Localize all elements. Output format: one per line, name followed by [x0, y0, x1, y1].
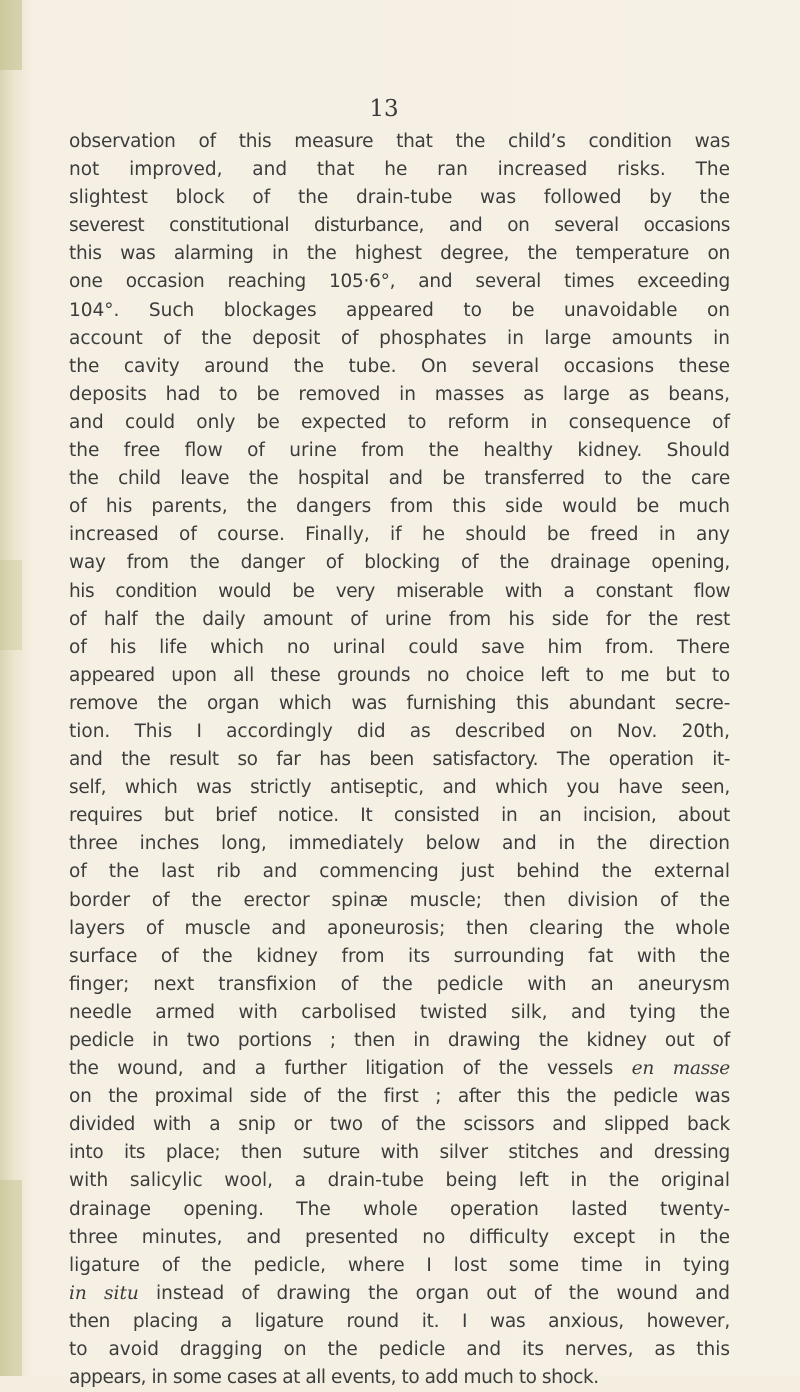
text-line: the child leave the hospital and be transferred to the care	[69, 468, 730, 490]
text-line: this was alarming in the highest degree, the temperature on	[69, 243, 730, 265]
text-line: one occasion reaching 105·6°, and several times exceeding	[69, 271, 730, 293]
text-line: into its place; then suture with silver stitches and dressing	[69, 1142, 730, 1164]
text-line: to avoid dragging on the pedicle and its nerves, as this	[69, 1339, 730, 1361]
text-line	[69, 1280, 730, 1308]
text-line: of his life which no urinal could save him from. There	[69, 636, 730, 658]
text-line: severest constitutional disturbance, and on several occasions	[69, 215, 730, 237]
text-line: with salicylic wool, a drain-tube being left in the original	[69, 1170, 730, 1192]
text-line: then placing a ligature round it. I was anxious, however,	[69, 1310, 730, 1332]
body-text	[69, 128, 730, 1392]
text-line: of his parents, the dangers from this side would be much	[69, 496, 730, 518]
text-segment: the wound, and a further litigation of the vessels	[69, 1058, 613, 1080]
text-line: needle armed with carbolised twisted silk, and tying the	[69, 1001, 730, 1023]
text-line: ligature of the pedicle, where I lost some time in tying	[69, 1254, 730, 1276]
text-line: finger; next transfixion of the pedicle with an aneurysm	[69, 973, 730, 995]
text-line: observation of this measure that the child’s condition was	[69, 131, 730, 152]
text-line: on the proximal side of the first ; after this the pedicle was	[69, 1086, 730, 1108]
text-line: deposits had to be removed in masses as large as beans,	[69, 383, 730, 405]
page-edge-stain	[0, 1180, 22, 1376]
text-line: and the result so far has been satisfactory. The operation it-	[69, 749, 730, 771]
text-segment: instead of drawing the organ out of the wound and	[156, 1282, 730, 1304]
text-line: of half the daily amount of urine from his side for the rest	[69, 608, 730, 630]
text-line: pedicle in two portions ; then in drawing the kidney out of	[69, 1030, 730, 1051]
italic-phrase-en-masse: en masse	[631, 1058, 730, 1080]
text-line: slightest block of the drain-tube was followed by the	[69, 187, 730, 209]
text-line: divided with a snip or two of the scissors and slipped back	[69, 1114, 730, 1136]
text-line: not improved, and that he ran increased risks. The	[69, 159, 730, 181]
text-line: increased of course. Finally, if he should be freed in any	[69, 524, 730, 546]
text-line: account of the deposit of phosphates in large amounts in	[69, 327, 730, 349]
text-line: of the last rib and commencing just behind the external	[69, 861, 730, 883]
text-line: self, which was strictly antiseptic, and which you have seen,	[69, 777, 730, 799]
text-line: tion. This I accordingly did as described on Nov. 20th,	[69, 720, 730, 742]
text-line	[69, 1055, 730, 1083]
text-line: three inches long, immediately below and in the direction	[69, 833, 730, 855]
text-line: requires but brief notice. It consisted in an incision, about	[69, 805, 730, 827]
text-line: drainage opening. The whole operation lasted twenty-	[69, 1198, 730, 1220]
text-line: remove the organ which was furnishing this abundant secre-	[69, 692, 730, 714]
text-line: way from the danger of blocking of the drainage opening,	[69, 552, 730, 574]
page-edge-stain	[0, 560, 22, 650]
text-line: three minutes, and presented no difficulty except in the	[69, 1226, 730, 1248]
text-line: layers of muscle and aponeurosis; then clearing the whole	[69, 917, 730, 939]
text-line: surface of the kidney from its surrounding fat with the	[69, 945, 730, 967]
text-line: border of the erector spinæ muscle; then division of the	[69, 889, 730, 911]
page-number: 13	[369, 96, 399, 122]
italic-phrase-in-situ: in situ	[69, 1282, 139, 1304]
text-line: appears, in some cases at all events, to add much to shock.	[69, 1367, 599, 1389]
page-edge-stain	[0, 0, 22, 70]
text-line: and could only be expected to reform in consequence of	[69, 411, 730, 433]
text-line: the cavity around the tube. On several occasions these	[69, 355, 730, 377]
text-line: the free flow of urine from the healthy kidney. Should	[69, 440, 730, 462]
text-line: 104°. Such blockages appeared to be unavoidable on	[69, 299, 730, 321]
text-line: his condition would be very miserable with a constant flow	[69, 580, 730, 602]
text-line: appeared upon all these grounds no choice left to me but to	[69, 664, 730, 686]
